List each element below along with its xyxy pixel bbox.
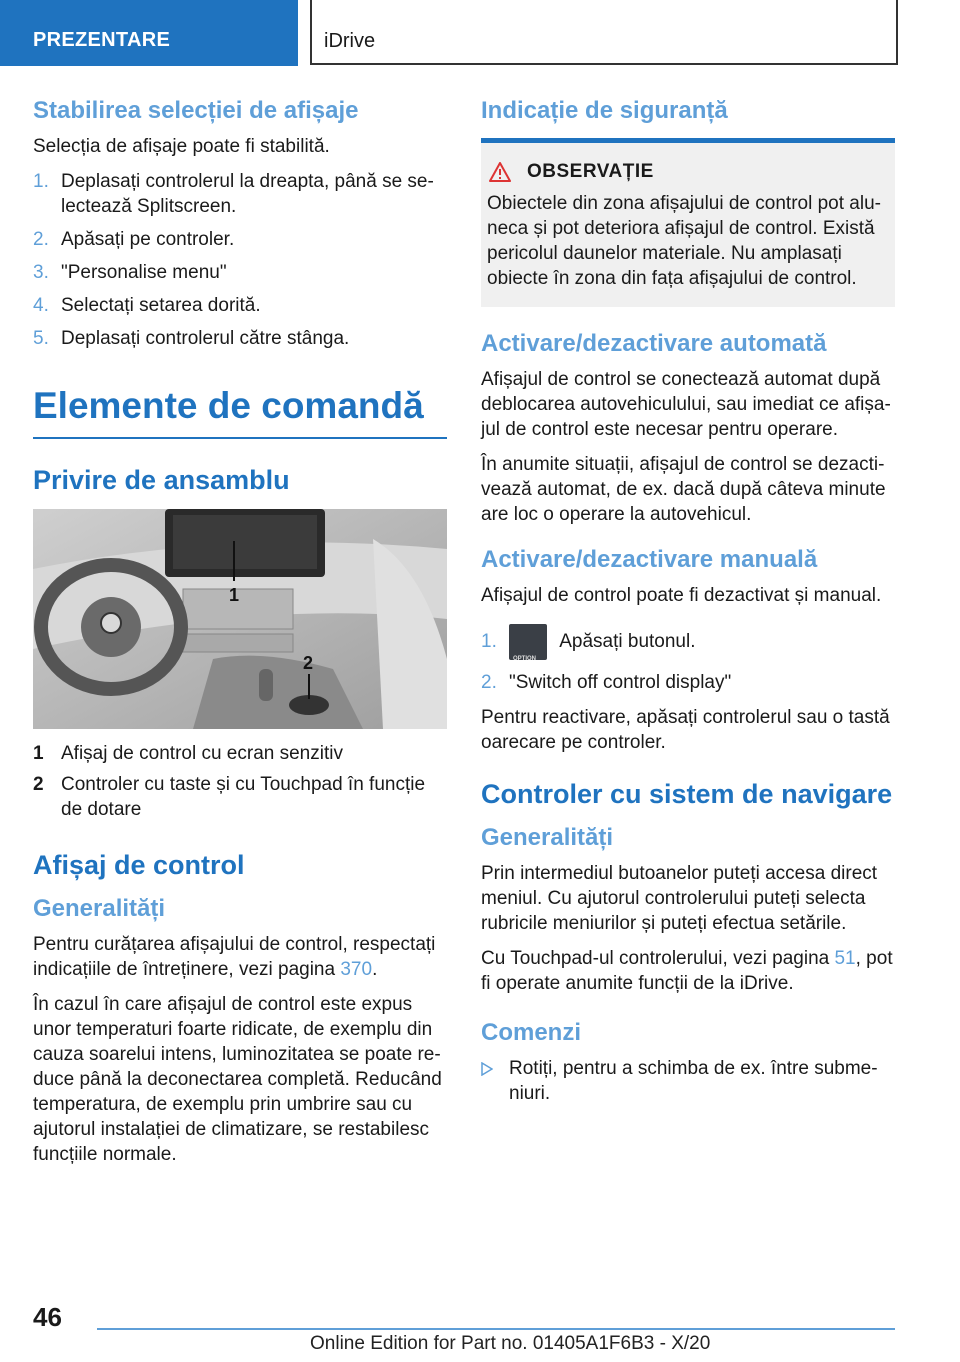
- header-section-tab: [0, 0, 298, 66]
- main-title-rule: [33, 437, 447, 439]
- nav-heading: Controler cu sistem de navigare: [481, 779, 893, 809]
- manual-steps: [481, 622, 895, 695]
- step-text: Deplasați controlerul către stânga.: [61, 328, 350, 349]
- notice-text: Obiectele din zona afișajului de control pot aluneca și pot deteriora afișajul de control. Există pericolul daunelor materiale. Nu amplasați obiecte în zona din fața afișajului de control.: [487, 193, 881, 289]
- general-p1-text: Pentru curățarea afișajului de control, respectați indicațiile de întreținere, vezi pagina: [33, 934, 436, 980]
- display-heading: Afișaj de control: [33, 850, 245, 880]
- legend-text: Controler cu taste și cu Touchpad în funcție de dotare: [61, 774, 426, 820]
- general-paragraph-1: [33, 932, 447, 982]
- selection-step: [33, 227, 447, 252]
- selection-step: [33, 326, 447, 351]
- right-column: [481, 96, 895, 1106]
- manual-step: [481, 670, 895, 695]
- step-number: 2.: [481, 672, 497, 693]
- nav-p2-end: , pot fi operate anumite funcții de la iDrive.: [481, 948, 893, 994]
- option-button-icon: [509, 624, 547, 660]
- legend-item: [33, 772, 447, 822]
- cockpit-image: [33, 509, 447, 729]
- auto-heading: Activare/dezactivare automată: [481, 330, 827, 357]
- legend-number: 1: [33, 743, 44, 764]
- cockpit-illustration: [33, 509, 447, 729]
- step-number: 4.: [33, 295, 49, 316]
- manual-after-paragraph: Pentru reactivare, apăsați controlerul sau o tastă oarecare pe controler.: [481, 707, 890, 753]
- step-number: 1.: [33, 171, 49, 192]
- safety-heading: Indicație de siguranță: [481, 97, 728, 124]
- left-column: [33, 96, 447, 1177]
- nav-paragraph-2: [481, 946, 895, 996]
- page-link-51[interactable]: 51: [834, 948, 856, 969]
- page-number: 46: [33, 1302, 62, 1332]
- selection-heading: Stabilirea selecției de afișaje: [33, 97, 359, 124]
- manual-paragraph: Afișajul de control poate fi dezactivat și manual.: [481, 585, 882, 606]
- manual-heading: Activare/dezactivare manuală: [481, 546, 818, 573]
- header-section-label: PREZENTARE: [33, 29, 171, 51]
- commands-item: [481, 1056, 895, 1106]
- manual-step: [481, 622, 895, 662]
- figure-label: 1: [229, 585, 240, 605]
- footer-rule: [97, 1328, 895, 1330]
- nav-paragraph-1: Prin intermediul butoanelor puteți accesa direct meniul. Cu ajutorul controlerului puteți selecta rubricile meniurilor și puteți efectua setările.: [481, 863, 878, 934]
- selection-step: [33, 260, 447, 285]
- selection-steps: [33, 169, 447, 351]
- general-p1-end: .: [372, 959, 378, 980]
- overview-heading: Privire de ansamblu: [33, 465, 290, 495]
- figure-legend: [33, 741, 447, 822]
- general-paragraph-2: În cazul în care afișajul de control este expus unor temperaturi foarte ridicate, de exemplu din cauza soarelui intens, luminozitatea se poate reduce până la deconectarea completă. Reducând temperatura, de exemplu prin umbrire sau cu ajutorul instalației de climatizare, se restabilesc funcțiile normale.: [33, 994, 442, 1165]
- selection-step: [33, 169, 447, 219]
- main-title: Elemente de comandă: [33, 385, 424, 426]
- triangle-bullet-icon: [481, 1062, 493, 1076]
- warning-triangle-icon: [489, 162, 511, 182]
- footer-edition: Online Edition for Part no. 01405A1F6B3 - X/20: [310, 1333, 711, 1354]
- step-text: Apăsați butonul.: [559, 631, 696, 652]
- step-text: Deplasați controlerul la dreapta, până se selectează Splitscreen.: [61, 171, 434, 217]
- commands-heading: Comenzi: [481, 1019, 582, 1046]
- option-button-label: OPTION: [513, 655, 537, 662]
- auto-paragraph-1: Afișajul de control se conectează automat după deblocarea autovehiculului, sau imediat ce afișajul de control este necesar pentru operare.: [481, 369, 891, 440]
- step-text: "Switch off control display": [509, 672, 732, 693]
- commands-item-text: Rotiți, pentru a schimba de ex. între submeniuri.: [509, 1058, 878, 1104]
- step-text: Selectați setarea dorită.: [61, 295, 261, 316]
- header-title: iDrive: [324, 30, 376, 52]
- nav-p2-text: Cu Touchpad-ul controlerului, vezi pagina: [481, 948, 835, 969]
- auto-paragraph-2: În anumite situații, afișajul de control se dezactivează automat, de ex. dacă după câteva minute are loc o operare la autovehicul.: [481, 454, 886, 525]
- notice-box: [481, 143, 895, 307]
- page-link-370[interactable]: 370: [340, 959, 373, 980]
- commands-list: [481, 1056, 895, 1106]
- header-title-box: [310, 0, 898, 65]
- step-number: 2.: [33, 229, 49, 250]
- legend-item: [33, 741, 447, 766]
- notice-title: OBSERVAȚIE: [527, 161, 654, 182]
- step-number: 5.: [33, 328, 49, 349]
- step-number: 1.: [481, 631, 497, 652]
- legend-number: 2: [33, 774, 44, 795]
- figure-label: 2: [303, 653, 314, 673]
- selection-step: [33, 293, 447, 318]
- step-number: 3.: [33, 262, 49, 283]
- general-heading: Generalități: [33, 895, 166, 922]
- legend-text: Afișaj de control cu ecran senzitiv: [61, 743, 343, 764]
- step-text: "Personalise menu": [61, 262, 227, 283]
- step-text: Apăsați pe controler.: [61, 229, 235, 250]
- nav-general-heading: Generalități: [481, 824, 614, 851]
- selection-intro: Selecția de afișaje poate fi stabilită.: [33, 136, 330, 157]
- notice-title-row: [489, 161, 887, 183]
